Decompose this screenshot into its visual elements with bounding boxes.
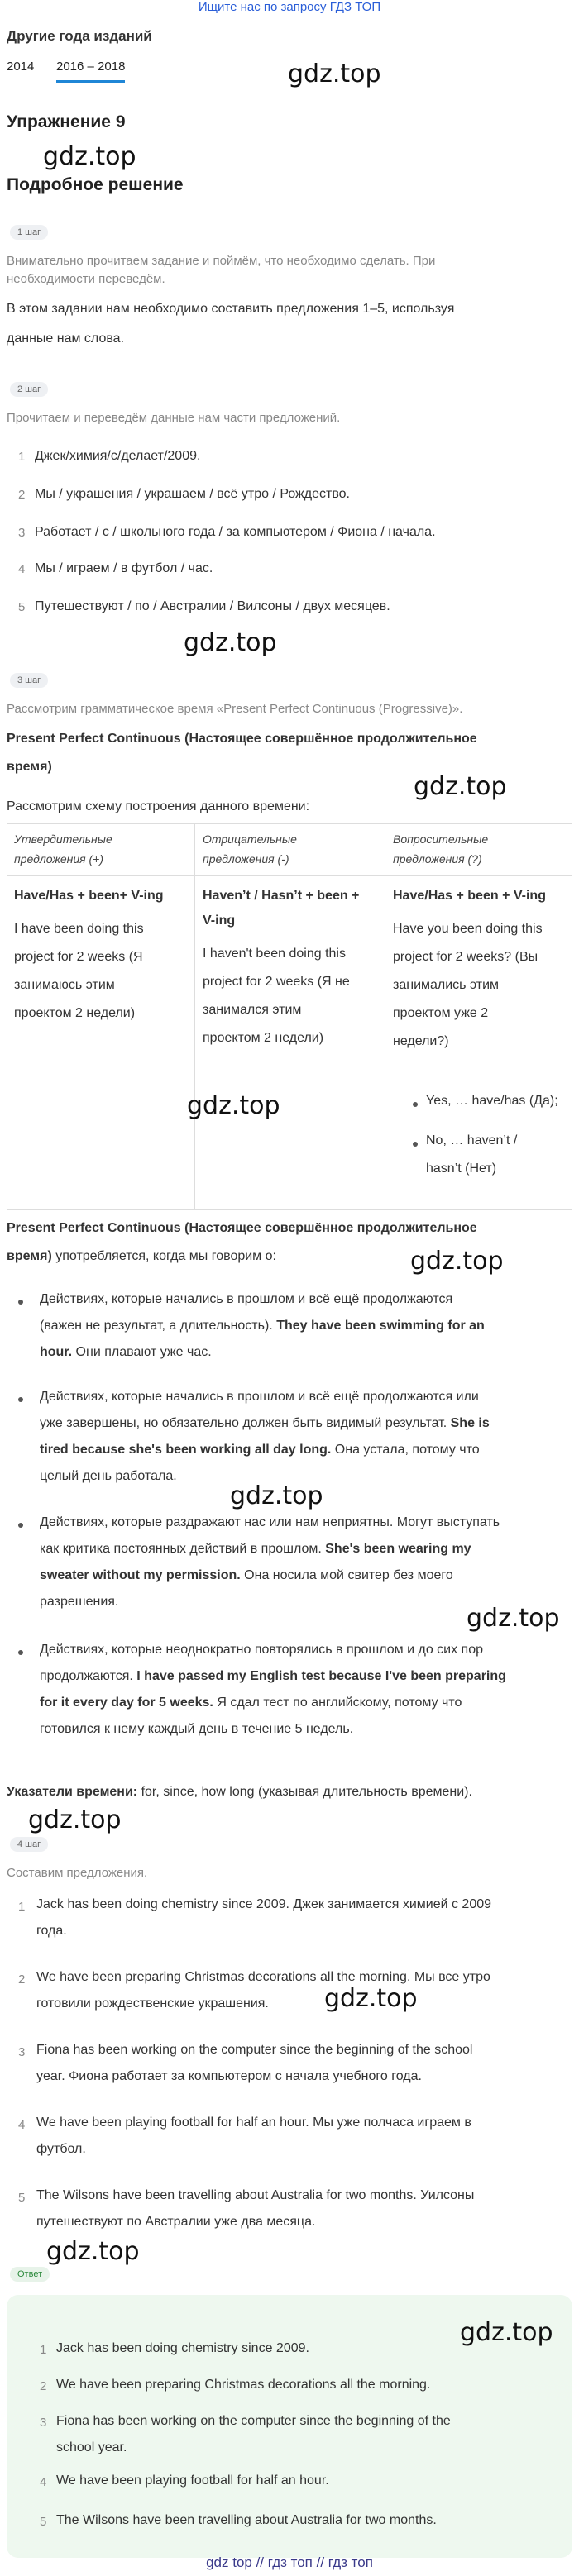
list-item: The Wilsons have been travelling about Australia for two months. Уилсоны путешествуют по Австралии уже два месяца. xyxy=(36,2188,475,2229)
answer-item: We have been preparing Christmas decorations all the morning. xyxy=(56,2378,431,2392)
other-years-title: Другие года изданий xyxy=(7,28,152,44)
list-number: 5 xyxy=(18,600,26,614)
usage-bullet: Действиях, которые начались в прошлом и всё ещё продолжаются или уже завершены, но обязательно должен быть видимый результат. She is tired because she's been working all day long. Она устала, потому что целый день работала. xyxy=(40,1390,490,1483)
step-badge: 1 шаг xyxy=(10,225,48,240)
table-header: Отрицательные предложения (-) xyxy=(203,832,297,866)
time-markers: Указатели времени: for, since, how long (указывая длительность времени). xyxy=(7,1785,472,1799)
answer-no: No, … haven’t / hasn’t (Нет) xyxy=(426,1133,518,1176)
table-cell-affirmative: Have/Has + been+ V-ing I have been doing this project for 2 weeks (Я занимаюсь этим проектом 2 недели) xyxy=(14,889,164,1020)
table-cell-negative: Haven’t / Hasn’t + been + V-ing I haven't been doing this project for 2 weeks (Я не занимался этим проектом 2 недели) xyxy=(203,889,360,1045)
solution-title: Подробное решение xyxy=(7,175,184,194)
list-number: 2 xyxy=(18,1973,26,1987)
list-number: 3 xyxy=(18,526,26,540)
step-badge: 3 шаг xyxy=(10,673,48,688)
list-item: Jack has been doing chemistry since 2009. Джек занимается химией с 2009 года. xyxy=(36,1897,492,1938)
usage-bullet: Действиях, которые начались в прошлом и всё ещё продолжаются (важен не результат, а длительность). They have been swimming for an hour. Они плавают уже час. xyxy=(40,1292,485,1359)
watermark: gdz.top xyxy=(28,1806,122,1834)
tense-table xyxy=(7,823,572,1210)
answer-yes: Yes, … have/has (Да); xyxy=(426,1094,558,1108)
watermark: gdz.top xyxy=(460,2318,553,2347)
watermark: gdz.top xyxy=(230,1481,323,1510)
usage-bullet: Действиях, которые раздражают нас или нам неприятны. Могут выступать как критика постоянных действий в прошлом. She's been wearing my sweater without my permission. Она носила мой свитер без моего разрешения. xyxy=(40,1515,500,1609)
watermark: gdz.top xyxy=(43,142,136,171)
list-number: 3 xyxy=(18,2045,26,2059)
table-header: Утвердительные предложения (+) xyxy=(14,832,112,866)
list-number: 4 xyxy=(18,562,26,576)
answer-item: We have been playing football for half an hour. xyxy=(56,2473,329,2488)
watermark: gdz.top xyxy=(184,628,277,657)
list-item: Путешествуют / по / Австралии / Вилсоны / двух месяцев. xyxy=(35,599,390,613)
list-number: 1 xyxy=(18,450,26,464)
list-item: We have been playing football for half an hour. Мы уже полчаса играем в футбол. xyxy=(36,2116,471,2156)
table-header: Вопросительные предложения (?) xyxy=(393,832,489,866)
watermark: gdz.top xyxy=(288,60,381,88)
step-hint: необходимости переведём. xyxy=(7,272,165,286)
step-hint: Прочитаем и переведём данные нам части предложений. xyxy=(7,411,341,425)
watermark: gdz.top xyxy=(414,772,507,801)
list-item: Мы / играем / в футбол / час. xyxy=(35,561,213,575)
list-number: 1 xyxy=(40,2343,47,2357)
step-hint: Составим предложения. xyxy=(7,1866,148,1880)
list-item: Мы / украшения / украшаем / всё утро / Рождество. xyxy=(35,487,350,501)
watermark: gdz.top xyxy=(410,1247,504,1276)
footer-links[interactable]: gdz top // гдз топ // гдз топ xyxy=(206,2555,373,2570)
step-badge: 2 шаг xyxy=(10,382,48,397)
list-item: Fiona has been working on the computer since the beginning of the school year. Фиона работает за компьютером с начала учебного года. xyxy=(36,2043,473,2083)
usage-heading: Present Perfect Continuous (Настоящее совершённое продолжительное xyxy=(7,1221,477,1235)
step-hint: Рассмотрим грамматическое время «Present Perfect Continuous (Progressive)». xyxy=(7,702,463,716)
answer-item: Fiona has been working on the computer since the beginning of the school year. xyxy=(56,2414,451,2454)
search-banner[interactable]: Ищите нас по запросу ГДЗ ТОП xyxy=(198,0,381,14)
step-text: В этом задании нам необходимо составить предложения 1–5, используя xyxy=(7,302,455,316)
tense-heading: время) xyxy=(7,760,52,774)
year-tab-2016-2018[interactable]: 2016 – 2018 xyxy=(56,60,125,83)
step-text: данные нам слова. xyxy=(7,332,125,346)
tense-heading: Present Perfect Continuous (Настоящее совершённое продолжительное xyxy=(7,732,477,746)
list-item: We have been preparing Christmas decorations all the morning. Мы все утро готовили рождественские украшения. xyxy=(36,1970,490,2011)
answer-item: Jack has been doing chemistry since 2009. xyxy=(56,2341,309,2355)
step-badge: 4 шаг xyxy=(10,1837,48,1852)
watermark: gdz.top xyxy=(324,1984,418,2013)
watermark: gdz.top xyxy=(46,2237,140,2266)
list-number: 1 xyxy=(18,1900,26,1914)
step-hint: Внимательно прочитаем задание и поймём, что необходимо сделать. При xyxy=(7,254,436,268)
answer-badge: Ответ xyxy=(10,2267,50,2282)
answer-item: The Wilsons have been travelling about Australia for two months. xyxy=(56,2513,437,2527)
list-number: 3 xyxy=(40,2416,47,2430)
watermark: gdz.top xyxy=(187,1091,280,1120)
list-item: Работает / с / школьного года / за компьютером / Фиона / начала. xyxy=(35,525,436,539)
list-number: 2 xyxy=(18,488,26,502)
list-number: 2 xyxy=(40,2379,47,2393)
table-cell-question: Have/Has + been + V-ing Have you been doing this project for 2 weeks? (Вы занимались этим проектом уже 2 недели?) xyxy=(393,889,546,1048)
watermark: gdz.top xyxy=(467,1604,560,1633)
scheme-caption: Рассмотрим схему построения данного времени: xyxy=(7,799,310,813)
usage-bullet: Действиях, которые неоднократно повторялись в прошлом и до сих пор продолжаются. I have passed my English test because I've been preparing for it every day for 5 weeks. Я сдал тест по английскому, потому что готовился к нему каждый день в течение 5 недель. xyxy=(40,1643,506,1736)
list-number: 5 xyxy=(40,2515,47,2529)
list-number: 4 xyxy=(18,2118,26,2132)
year-tab-2014[interactable]: 2014 xyxy=(7,60,35,74)
list-number: 4 xyxy=(40,2475,47,2489)
exercise-title: Упражнение 9 xyxy=(7,112,126,131)
list-item: Джек/химия/с/делает/2009. xyxy=(35,449,201,463)
usage-heading: время) употребляется, когда мы говорим о: xyxy=(7,1249,276,1263)
list-number: 5 xyxy=(18,2191,26,2205)
